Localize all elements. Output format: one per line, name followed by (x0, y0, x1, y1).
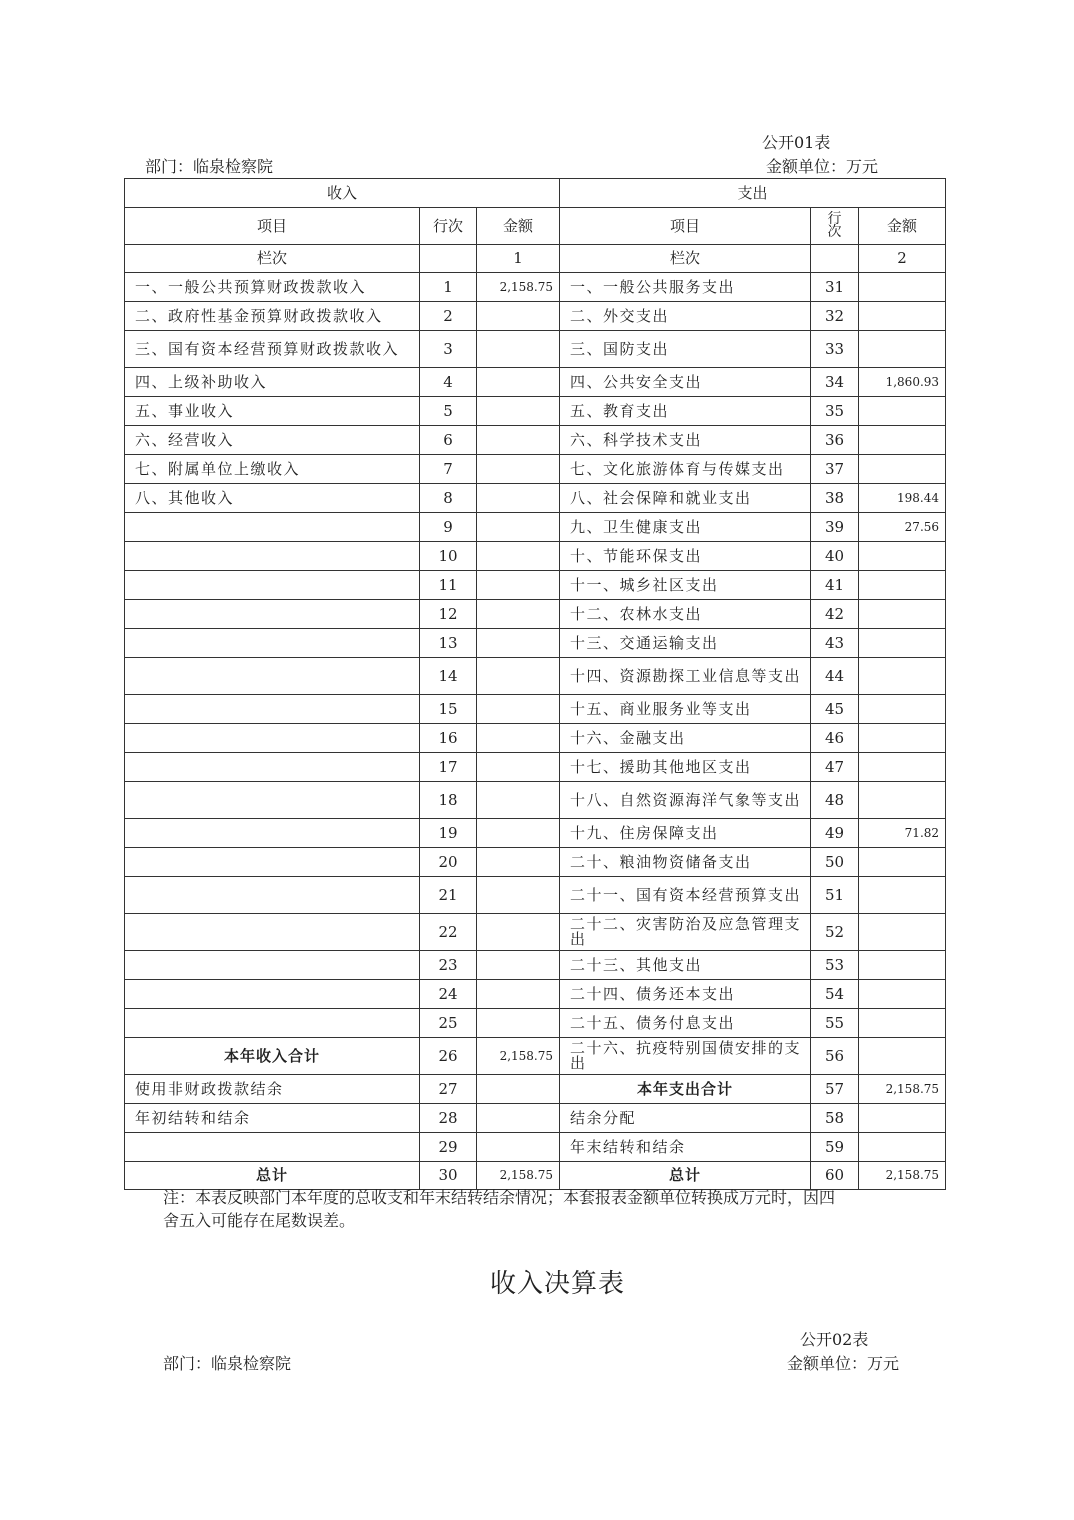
expense-item-cell: 二十二、灾害防治及应急管理支出 (560, 914, 811, 951)
table-row (125, 571, 946, 600)
department-label: 部门：临泉检察院 (145, 157, 274, 176)
table-row (125, 331, 946, 368)
table-row (125, 877, 946, 914)
expense-item-cell: 总计 (560, 1162, 811, 1190)
expense-amount-cell (859, 877, 946, 914)
income-item-cell: 三、国有资本经营预算财政拨款收入 (125, 331, 420, 368)
expense-line-cell: 50 (811, 848, 859, 877)
expense-amount-cell (859, 302, 946, 331)
income-item-cell: 年初结转和结余 (125, 1104, 420, 1133)
expense-line-cell: 46 (811, 724, 859, 753)
table-row (125, 397, 946, 426)
income-line-cell: 2 (420, 302, 477, 331)
expense-item-cell: 十六、金融支出 (560, 724, 811, 753)
expense-item-cell: 十五、商业服务业等支出 (560, 695, 811, 724)
amount-unit-label: 金额单位：万元 (766, 157, 879, 176)
expense-item-cell: 结余分配 (560, 1104, 811, 1133)
expense-amount-cell (859, 600, 946, 629)
expense-amount-cell: 71.82 (859, 819, 946, 848)
income-line-cell: 15 (420, 695, 477, 724)
income-item-cell (125, 542, 420, 571)
expense-amount-cell: 1,860.93 (859, 368, 946, 397)
income-amount-cell (477, 980, 560, 1009)
income-amount-cell (477, 951, 560, 980)
expense-amount-cell (859, 629, 946, 658)
expense-item-cell: 二十三、其他支出 (560, 951, 811, 980)
department-label-02: 部门：临泉检察院 (163, 1354, 292, 1373)
income-line-cell: 24 (420, 980, 477, 1009)
income-item-cell (125, 1009, 420, 1038)
income-amount-cell (477, 484, 560, 513)
income-line-cell: 6 (420, 426, 477, 455)
income-item-cell: 四、上级补助收入 (125, 368, 420, 397)
expense-amount-cell: 2,158.75 (859, 1162, 946, 1190)
income-line-cell: 18 (420, 782, 477, 819)
expense-amount-cell (859, 455, 946, 484)
expense-item-cell: 五、教育支出 (560, 397, 811, 426)
income-amount-cell (477, 658, 560, 695)
expense-amount-cell (859, 397, 946, 426)
expense-amount-cell (859, 658, 946, 695)
section-header-row (125, 179, 946, 208)
income-section-header: 收入 (125, 179, 560, 208)
expense-line-cell: 44 (811, 658, 859, 695)
expense-line-cell: 59 (811, 1133, 859, 1162)
expense-line-cell: 31 (811, 273, 859, 302)
expense-item-cell: 二十四、债务还本支出 (560, 980, 811, 1009)
income-line-cell: 11 (420, 571, 477, 600)
income-amount-cell (477, 724, 560, 753)
income-amount-cell (477, 513, 560, 542)
expense-amount-cell (859, 914, 946, 951)
expense-amount-header: 金额 (859, 208, 946, 245)
expense-amount-cell (859, 951, 946, 980)
expense-item-header: 项目 (560, 208, 811, 245)
table-row (125, 273, 946, 302)
income-item-header: 项目 (125, 208, 420, 245)
expense-line-cell: 40 (811, 542, 859, 571)
income-item-cell (125, 571, 420, 600)
income-line-cell: 29 (420, 1133, 477, 1162)
table-row (125, 513, 946, 542)
income-line-cell: 9 (420, 513, 477, 542)
income-line-cell: 13 (420, 629, 477, 658)
expense-item-cell: 八、社会保障和就业支出 (560, 484, 811, 513)
income-line-cell: 21 (420, 877, 477, 914)
income-line-cell: 4 (420, 368, 477, 397)
income-lanci-number: 1 (477, 245, 560, 273)
table-row (125, 980, 946, 1009)
income-item-cell: 七、附属单位上缴收入 (125, 455, 420, 484)
income-item-cell (125, 877, 420, 914)
amount-unit-label-02: 金额单位：万元 (787, 1354, 900, 1373)
table-note (163, 1186, 835, 1232)
income-statement-title: 收入决算表 (490, 1269, 626, 1299)
expense-line-header-char-2: 次 (827, 224, 842, 240)
table-row (125, 819, 946, 848)
income-item-cell: 八、其他收入 (125, 484, 420, 513)
table-row (125, 914, 946, 951)
table-row (125, 302, 946, 331)
expense-line-cell: 51 (811, 877, 859, 914)
income-item-cell: 二、政府性基金预算财政拨款收入 (125, 302, 420, 331)
income-item-cell: 总计 (125, 1162, 420, 1190)
expense-item-cell: 十、节能环保支出 (560, 542, 811, 571)
income-amount-cell: 2,158.75 (477, 1038, 560, 1075)
expense-amount-cell (859, 753, 946, 782)
income-item-cell (125, 513, 420, 542)
table-row (125, 1009, 946, 1038)
income-line-cell: 22 (420, 914, 477, 951)
column-index-row (125, 245, 946, 273)
table-row (125, 484, 946, 513)
income-amount-cell (477, 426, 560, 455)
expense-line-cell: 36 (811, 426, 859, 455)
expense-amount-cell (859, 1133, 946, 1162)
income-amount-cell (477, 914, 560, 951)
expense-amount-cell: 2,158.75 (859, 1075, 946, 1104)
expense-line-cell: 34 (811, 368, 859, 397)
income-line-cell: 23 (420, 951, 477, 980)
expense-line-cell: 48 (811, 782, 859, 819)
income-amount-cell (477, 848, 560, 877)
expense-line-cell: 52 (811, 914, 859, 951)
table-row (125, 951, 946, 980)
expense-item-cell: 七、文化旅游体育与传媒支出 (560, 455, 811, 484)
expense-line-cell: 33 (811, 331, 859, 368)
table-row (125, 542, 946, 571)
expense-line-cell: 54 (811, 980, 859, 1009)
expense-amount-cell (859, 1038, 946, 1075)
income-expense-table (124, 178, 946, 1190)
income-line-cell: 28 (420, 1104, 477, 1133)
income-item-cell (125, 980, 420, 1009)
table-note-line-2: 舍五入可能存在尾数误差。 (163, 1211, 356, 1230)
expense-line-header (811, 208, 859, 245)
income-item-cell: 六、经营收入 (125, 426, 420, 455)
income-amount-cell (477, 302, 560, 331)
expense-amount-cell (859, 331, 946, 368)
table-row (125, 1038, 946, 1075)
income-line-cell: 20 (420, 848, 477, 877)
expense-line-cell: 35 (811, 397, 859, 426)
income-line-cell: 25 (420, 1009, 477, 1038)
expense-item-cell: 本年支出合计 (560, 1075, 811, 1104)
income-item-cell (125, 782, 420, 819)
expense-item-cell: 二十六、抗疫特别国债安排的支出 (560, 1038, 811, 1075)
income-line-cell: 26 (420, 1038, 477, 1075)
expense-line-cell: 53 (811, 951, 859, 980)
income-item-cell (125, 1133, 420, 1162)
expense-amount-cell (859, 782, 946, 819)
expense-amount-cell (859, 542, 946, 571)
expense-line-cell: 60 (811, 1162, 859, 1190)
income-line-cell: 3 (420, 331, 477, 368)
expense-section-header: 支出 (560, 179, 946, 208)
expense-amount-cell (859, 695, 946, 724)
income-amount-cell (477, 819, 560, 848)
expense-item-cell: 十八、自然资源海洋气象等支出 (560, 782, 811, 819)
expense-item-cell: 四、公共安全支出 (560, 368, 811, 397)
table-row (125, 658, 946, 695)
income-lanci-blank (420, 245, 477, 273)
income-line-cell: 8 (420, 484, 477, 513)
income-item-cell (125, 600, 420, 629)
income-item-cell (125, 658, 420, 695)
column-header-row (125, 208, 946, 245)
expense-line-cell: 42 (811, 600, 859, 629)
income-amount-cell (477, 1075, 560, 1104)
form-code-02: 公开02表 (800, 1330, 869, 1349)
expense-line-cell: 32 (811, 302, 859, 331)
expense-amount-cell (859, 426, 946, 455)
income-line-cell: 16 (420, 724, 477, 753)
expense-item-cell: 十九、住房保障支出 (560, 819, 811, 848)
income-item-cell: 五、事业收入 (125, 397, 420, 426)
table-row (125, 455, 946, 484)
income-amount-cell (477, 877, 560, 914)
income-line-cell: 12 (420, 600, 477, 629)
expense-amount-cell (859, 571, 946, 600)
income-amount-cell (477, 629, 560, 658)
income-amount-cell (477, 571, 560, 600)
income-amount-header: 金额 (477, 208, 560, 245)
income-item-cell (125, 819, 420, 848)
expense-line-cell: 39 (811, 513, 859, 542)
income-lanci-label: 栏次 (125, 245, 420, 273)
expense-amount-cell (859, 980, 946, 1009)
expense-item-cell: 二、外交支出 (560, 302, 811, 331)
table-row (125, 1104, 946, 1133)
income-line-cell: 19 (420, 819, 477, 848)
table-row (125, 695, 946, 724)
income-item-cell (125, 951, 420, 980)
expense-item-cell: 六、科学技术支出 (560, 426, 811, 455)
form-code: 公开01表 (762, 133, 831, 152)
expense-line-cell: 43 (811, 629, 859, 658)
expense-line-cell: 38 (811, 484, 859, 513)
expense-line-cell: 55 (811, 1009, 859, 1038)
table-row (125, 724, 946, 753)
expense-lanci-blank (811, 245, 859, 273)
income-amount-cell (477, 1104, 560, 1133)
table-row (125, 1133, 946, 1162)
table-row (125, 753, 946, 782)
expense-line-cell: 49 (811, 819, 859, 848)
expense-line-cell: 57 (811, 1075, 859, 1104)
expense-item-cell: 十四、资源勘探工业信息等支出 (560, 658, 811, 695)
expense-lanci-label: 栏次 (560, 245, 811, 273)
income-item-cell (125, 629, 420, 658)
income-line-cell: 7 (420, 455, 477, 484)
income-amount-cell (477, 331, 560, 368)
table-row (125, 629, 946, 658)
income-item-cell (125, 753, 420, 782)
expense-lanci-number: 2 (859, 245, 946, 273)
income-item-cell (125, 914, 420, 951)
income-line-cell: 14 (420, 658, 477, 695)
expense-line-header-char-1: 行 (827, 211, 842, 227)
income-line-cell: 1 (420, 273, 477, 302)
income-amount-cell (477, 397, 560, 426)
table-row (125, 848, 946, 877)
table-row (125, 782, 946, 819)
expense-amount-cell (859, 273, 946, 302)
income-item-cell (125, 848, 420, 877)
expense-line-cell: 41 (811, 571, 859, 600)
expense-line-cell: 47 (811, 753, 859, 782)
expense-line-cell: 56 (811, 1038, 859, 1075)
income-amount-cell (477, 753, 560, 782)
income-line-header: 行次 (420, 208, 477, 245)
expense-item-cell: 十七、援助其他地区支出 (560, 753, 811, 782)
table-row (125, 368, 946, 397)
expense-amount-cell (859, 848, 946, 877)
table-row (125, 1075, 946, 1104)
income-amount-cell (477, 368, 560, 397)
expense-item-cell: 十二、农林水支出 (560, 600, 811, 629)
expense-item-cell: 一、一般公共服务支出 (560, 273, 811, 302)
income-amount-cell (477, 782, 560, 819)
table-row (125, 426, 946, 455)
income-line-cell: 10 (420, 542, 477, 571)
income-amount-cell (477, 542, 560, 571)
expense-item-cell: 二十、粮油物资储备支出 (560, 848, 811, 877)
expense-amount-cell: 198.44 (859, 484, 946, 513)
income-amount-cell (477, 1009, 560, 1038)
expense-amount-cell (859, 724, 946, 753)
income-line-cell: 27 (420, 1075, 477, 1104)
expense-amount-cell: 27.56 (859, 513, 946, 542)
income-amount-cell (477, 455, 560, 484)
income-amount-cell (477, 1133, 560, 1162)
income-item-cell (125, 724, 420, 753)
income-item-cell: 使用非财政拨款结余 (125, 1075, 420, 1104)
income-item-cell: 本年收入合计 (125, 1038, 420, 1075)
income-amount-cell (477, 695, 560, 724)
income-item-cell (125, 695, 420, 724)
income-line-cell: 5 (420, 397, 477, 426)
expense-amount-cell (859, 1104, 946, 1133)
expense-line-cell: 37 (811, 455, 859, 484)
expense-item-cell: 九、卫生健康支出 (560, 513, 811, 542)
income-line-cell: 17 (420, 753, 477, 782)
expense-item-cell: 十一、城乡社区支出 (560, 571, 811, 600)
expense-line-cell: 45 (811, 695, 859, 724)
expense-item-cell: 三、国防支出 (560, 331, 811, 368)
expense-item-cell: 年末结转和结余 (560, 1133, 811, 1162)
table-row (125, 600, 946, 629)
income-item-cell: 一、一般公共预算财政拨款收入 (125, 273, 420, 302)
income-amount-cell: 2,158.75 (477, 1162, 560, 1190)
expense-line-cell: 58 (811, 1104, 859, 1133)
expense-item-cell: 十三、交通运输支出 (560, 629, 811, 658)
expense-amount-cell (859, 1009, 946, 1038)
expense-item-cell: 二十一、国有资本经营预算支出 (560, 877, 811, 914)
expense-item-cell: 二十五、债务付息支出 (560, 1009, 811, 1038)
income-amount-cell (477, 600, 560, 629)
table-note-line-1: 注：本表反映部门本年度的总收支和年末结转结余情况；本套报表金额单位转换成万元时，因四 (163, 1188, 836, 1207)
income-line-cell: 30 (420, 1162, 477, 1190)
income-amount-cell: 2,158.75 (477, 273, 560, 302)
